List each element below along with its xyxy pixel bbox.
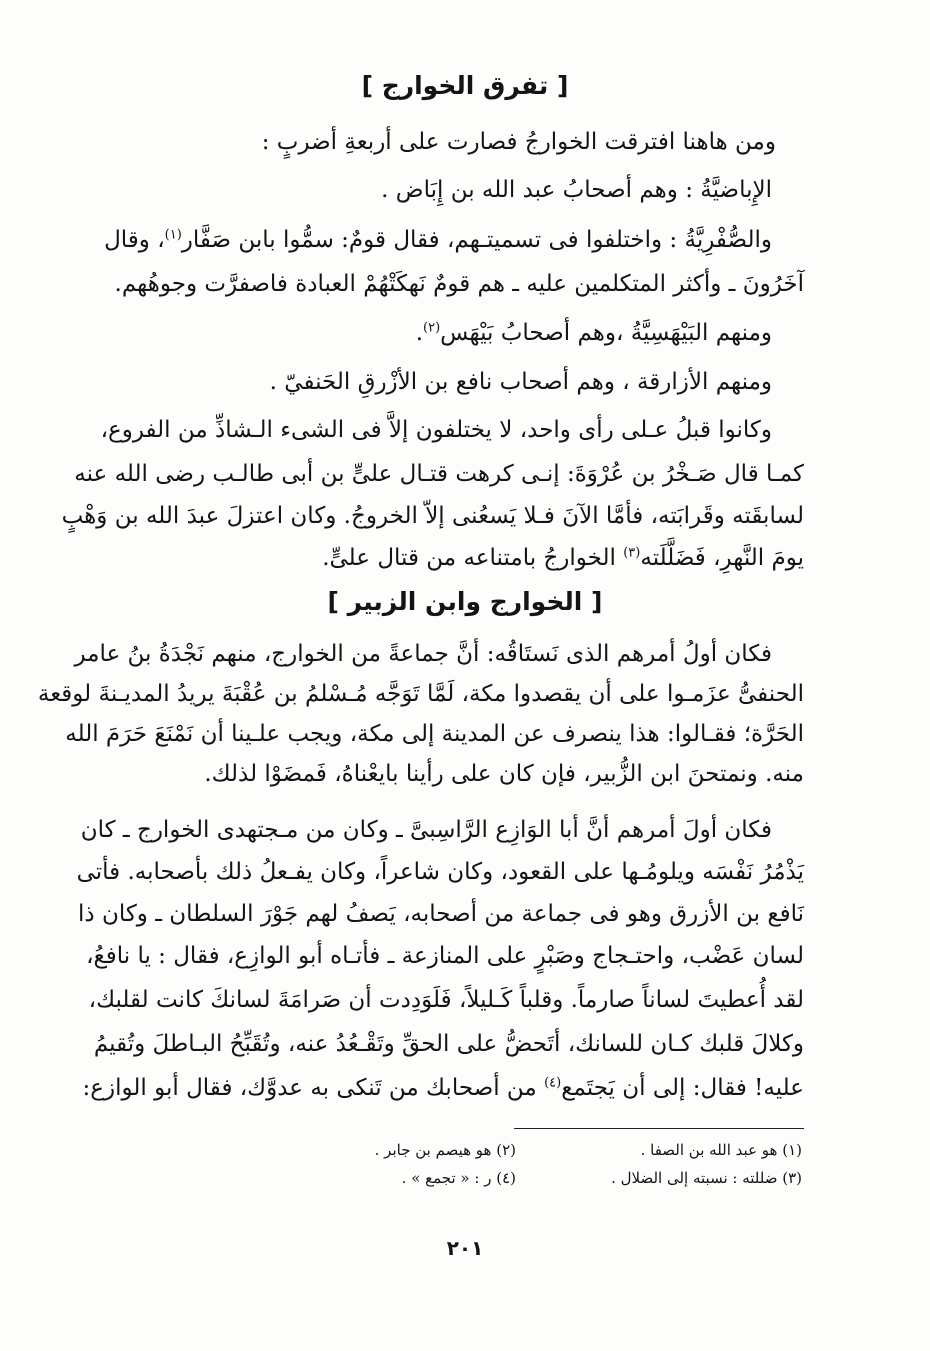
paragraph-line: آخَرُونَ ـ وأكثر المتكلمين عليه ـ هم قومٌ نَهكَتْهُمْ العبادة فاصفرَّت وجوهُهم. bbox=[114, 271, 804, 297]
paragraph-line: لسان عَضْب، واحتـجاج وصَبْرٍ على المنازعة ـ فأتـاه أبو الوازِع، فقال : يا نافعُ، bbox=[86, 943, 804, 969]
footnote-mark: (١) bbox=[164, 227, 182, 243]
footnote-mark: (٤) bbox=[544, 1075, 562, 1091]
paragraph-line bbox=[128, 315, 804, 351]
footnote: (٤) ر : « تجمع » . bbox=[401, 1169, 516, 1187]
text-span: الخوارجُ بامتناعه من قتال علىٍّ. bbox=[322, 545, 616, 571]
paragraph-line bbox=[104, 222, 804, 258]
paragraph-line: الحنفىُّ عزَمـوا على أن يقصدوا مكة، لَمَّا تَوَجَّه مُـسْلمُ بن عُقْبَةَ يريدُ المديـنةَ لوقعة bbox=[37, 681, 804, 707]
paragraph-line bbox=[82, 1070, 804, 1106]
text-span: من أصحابك من تَنكى به عدوَّك، فقال أبو الوازع: bbox=[82, 1075, 537, 1101]
footnote: (٢) هو هيصم بن جابر . bbox=[374, 1141, 516, 1159]
page-number: ٢٠١ bbox=[446, 1236, 484, 1260]
paragraph-line: نَافع بن الأزرق وهو فى جماعة من أصحابه، يَصفُ لهم جَوْرَ السلطان ـ وكان ذا bbox=[78, 901, 804, 927]
text-span: . bbox=[415, 320, 423, 346]
section-heading-khawarij-split: [ تفرق الخوارج ] bbox=[361, 71, 569, 100]
paragraph-line: فكان أولَ أمرهم أنَّ أبا الوَازِع الرَّاسِبىَّ ـ وكان من مـجتهدى الخوارج ـ كان bbox=[80, 817, 772, 843]
paragraph-line: وكلالَ قلبك كـان للسانك، أتَحضُّ على الحقِّ وتَقْـعُدُ عنه، وتُقَبِّحُ البـاطلَ وتُقيمُ bbox=[93, 1031, 804, 1057]
text-span: ، وقال bbox=[104, 227, 165, 253]
paragraph-line bbox=[128, 540, 804, 576]
section-heading-khawarij-ibn-zubayr: [ الخوارج وابن الزبير ] bbox=[327, 587, 603, 616]
text-span: عليه! فقال: إلى أن يَجتَمع bbox=[561, 1075, 804, 1101]
paragraph-line: الحَرَّة؛ فقـالوا: هذا ينصرف عن المدينة إلى مكة، ويجب علـينا أن نَمْنَعَ حَرَمَ الله bbox=[65, 721, 804, 747]
paragraph-line: فكان أولُ أمرهم الذى نَستَاقُه: أنَّ جماعةً من الخوارج، منهم نَجْدَةُ بنُ عامر bbox=[74, 641, 772, 667]
footnote-mark: (٣) bbox=[623, 545, 641, 561]
paragraph-line: ومنهم الأزارقة ، وهم أصحاب نافع بن الأزْرقِ الحَنفيّ . bbox=[269, 369, 772, 395]
paragraph-line: لقد أُعطيتَ لساناً صارماً. وقلباً كَـليلاً، فَلَوَدِدت أن صَرامَةَ لسانكَ كانت لقلبك، bbox=[88, 987, 804, 1013]
paragraph-line: منه. ونمتحنَ ابن الزُّبير، فإن كان على رأينا بايعْناهُ، فَمضَوْا لذلك. bbox=[204, 761, 804, 787]
footnote-separator bbox=[514, 1128, 804, 1129]
text-span: ومنهم البَيْهَسِيَّةُ ،وهم أصحابُ بَيْهَس bbox=[440, 320, 772, 346]
paragraph-line: ومن هاهنا افترقت الخوارجُ فصارت على أربعةِ أضربٍ : bbox=[261, 129, 776, 155]
paragraph-line: كمـا قال صَـخْرُ بن عُرْوَةَ: إنـى كرهت قتـال علىٍّ بن أبى طالـب رضى الله عنه bbox=[74, 461, 804, 487]
paragraph-line: يَذْمُرُ نَفْسَه ويلومُـها على القعود، وكان شاعراً، وكان يفـعلُ ذلك بأصحابه. فأتى bbox=[76, 859, 804, 885]
footnote: (١) هو عبد الله بن الصفا . bbox=[640, 1141, 802, 1159]
footnote: (٣) ضللته : نسبته إلى الضلال . bbox=[611, 1169, 802, 1187]
paragraph-line: الإِباضيَّةُ : وهم أصحابُ عبد الله بن إِبَاض . bbox=[381, 177, 772, 203]
paragraph-line: لسابقَته وقَرابَته، فأمَّا الآنَ فـلا يَسعُنى إلاّ الخروجُ. وكان اعتزلَ عبدَ الله بن وَهْبٍ bbox=[61, 503, 804, 529]
text-span: يومَ النَّهرِ، فَضَلَّلَته bbox=[640, 545, 804, 571]
text-span: والصُّفْرِيَّةُ : واختلفوا فى تسميتـهم، فقال قومٌ: سمُّوا بابن صَفَّار bbox=[181, 227, 772, 253]
footnote-mark: (٢) bbox=[423, 320, 441, 336]
paragraph-line: وكانوا قبلُ عـلى رأى واحد، لا يختلفون إلاَّ فى الشىء الـشاذِّ من الفروع، bbox=[100, 417, 772, 443]
